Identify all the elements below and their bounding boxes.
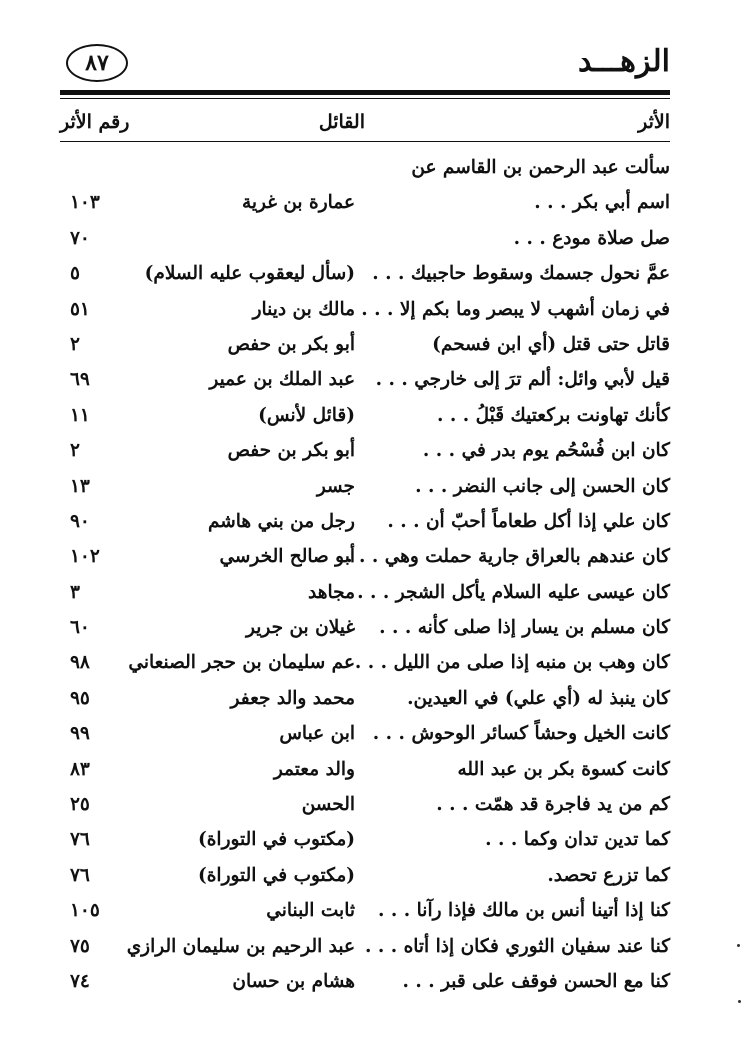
row-athar: كانت الخيل وحشاً كسائر الوحوش . . . xyxy=(372,723,670,745)
row-qaail: (مكتوب في التوراة) xyxy=(197,864,355,886)
row-number: ٢٥ xyxy=(70,794,90,816)
table-row xyxy=(60,185,670,220)
column-header-rule xyxy=(60,141,670,142)
page-header xyxy=(60,40,670,88)
table-row xyxy=(60,539,670,574)
index-page xyxy=(60,40,670,999)
table-row xyxy=(60,292,670,327)
row-number: ٢ xyxy=(70,333,80,355)
row-qaail: أبو بكر بن حفص xyxy=(227,440,355,462)
table-row xyxy=(60,362,670,397)
row-qaail: والد معتمر xyxy=(273,758,355,780)
header-rule-thin xyxy=(60,98,670,99)
book-title: الزهـــد xyxy=(578,44,670,79)
row-qaail: (مكتوب في التوراة) xyxy=(197,829,355,851)
row-number: ٧٠ xyxy=(70,227,90,249)
column-header-number: رقم الأثر xyxy=(60,111,130,133)
page-number: ٨٧ xyxy=(66,44,128,82)
row-qaail: (قائل لأنس) xyxy=(258,404,355,426)
row-qaail: جسر xyxy=(316,475,355,497)
row-athar: كان عندهم بالعراق جارية حملت وهي . . . xyxy=(346,546,670,568)
table-row xyxy=(60,645,670,680)
row-number: ٦٩ xyxy=(70,369,90,391)
column-header-qaail: القائل xyxy=(318,111,365,133)
row-number: ٩٩ xyxy=(70,723,90,745)
row-number: ٧٤ xyxy=(70,970,90,992)
row-number: ٧٥ xyxy=(70,935,90,957)
row-qaail: الحسن xyxy=(301,794,355,816)
row-athar: كان مسلم بن يسار إذا صلى كأنه . . . xyxy=(379,617,670,639)
row-number: ١٠٣ xyxy=(70,192,100,214)
row-athar: كان عيسى عليه السلام يأكل الشجر . . . xyxy=(357,581,670,603)
row-athar: كما تدين تدان وكما . . . xyxy=(485,829,670,851)
row-number: ١٠٥ xyxy=(70,900,100,922)
row-athar: قاتل حتى قتل (أي ابن فسحم) xyxy=(432,333,670,355)
row-athar: كم من يد فاجرة قد همّت . . . xyxy=(436,794,670,816)
row-qaail: عمارة بن غرية xyxy=(241,192,355,214)
margin-dot xyxy=(738,1000,741,1003)
row-athar: كنا إذا أتينا أنس بن مالك فإذا رآنا . . . xyxy=(378,900,670,922)
row-qaail: عبد الرحيم بن سليمان الرازي xyxy=(126,935,355,957)
row-number: ٦٠ xyxy=(70,617,90,639)
table-row xyxy=(60,256,670,291)
table-row xyxy=(60,893,670,928)
row-qaail: عم سليمان بن حجر الصنعاني xyxy=(128,652,355,674)
row-athar: كان وهب بن منبه إذا صلى من الليل . . . xyxy=(354,652,670,674)
row-qaail: غيلان بن جرير xyxy=(246,617,355,639)
table-row xyxy=(60,716,670,751)
row-qaail: هشام بن حسان xyxy=(232,970,355,992)
table-row xyxy=(60,469,670,504)
row-athar: صل صلاة مودع . . . xyxy=(513,227,670,249)
margin-dot xyxy=(737,944,740,947)
row-athar: كانت كسوة بكر بن عبد الله xyxy=(457,758,670,780)
column-header-athar: الأثر xyxy=(638,111,670,133)
table-row xyxy=(60,681,670,716)
table-row xyxy=(60,752,670,787)
table-row xyxy=(60,822,670,857)
row-number: ٨٣ xyxy=(70,758,90,780)
row-athar: كان ابن فُسْحُم يوم بدر في . . . xyxy=(422,440,670,462)
row-number: ٧٦ xyxy=(70,829,90,851)
row-qaail: رجل من بني هاشم xyxy=(207,510,355,532)
row-athar: في زمان أشهب لا يبصر وما بكم إلا . . . xyxy=(361,298,670,320)
row-number: ١١ xyxy=(70,404,90,426)
table-row xyxy=(60,964,670,999)
table-row xyxy=(60,327,670,362)
row-qaail: أبو صالح الخرسي xyxy=(219,546,355,568)
table-row xyxy=(60,858,670,893)
row-athar: كأنك تهاونت بركعتيك قَبْلُ . . . xyxy=(437,404,670,426)
row-qaail: مجاهد xyxy=(308,581,355,603)
row-number: ٩٠ xyxy=(70,510,90,532)
row-number: ١٠٢ xyxy=(70,546,100,568)
row-qaail: ثابت البناني xyxy=(266,900,355,922)
row-athar: اسم أبي بكر . . . xyxy=(534,192,670,214)
header-rule-thick xyxy=(60,90,670,95)
row-athar: كان ينبذ له (أي علي) في العيدين. xyxy=(407,687,670,709)
table-row xyxy=(60,575,670,610)
row-athar: كان علي إذا أكل طعاماً أحبّ أن . . . xyxy=(387,510,670,532)
column-headers xyxy=(60,105,670,139)
table-row xyxy=(60,929,670,964)
row-qaail: محمد والد جعفر xyxy=(230,687,355,709)
row-qaail: أبو بكر بن حفص xyxy=(227,333,355,355)
row-number: ٣ xyxy=(70,581,80,603)
row-qaail: مالك بن دينار xyxy=(252,298,355,320)
row-athar: كما تزرع تحصد. xyxy=(547,864,670,886)
row-number: ٩٨ xyxy=(70,652,90,674)
row-number: ٥ xyxy=(70,263,80,285)
table-row xyxy=(60,398,670,433)
row-number: ١٣ xyxy=(70,475,90,497)
row-number: ٩٥ xyxy=(70,687,90,709)
row-athar: قيل لأبي وائل: ألم ترَ إلى خارجي . . . xyxy=(375,369,670,391)
row-qaail: (سأل ليعقوب عليه السلام) xyxy=(144,263,355,285)
table-row xyxy=(60,787,670,822)
row-athar: كان الحسن إلى جانب النضر . . . xyxy=(415,475,670,497)
index-table xyxy=(60,150,670,999)
table-row xyxy=(60,221,670,256)
table-row xyxy=(60,433,670,468)
table-row xyxy=(60,610,670,645)
table-row xyxy=(60,504,670,539)
row-qaail: عبد الملك بن عمير xyxy=(209,369,355,391)
row-number: ٧٦ xyxy=(70,864,90,886)
table-row xyxy=(60,150,670,185)
row-number: ٢ xyxy=(70,440,80,462)
row-athar: عمَّ نحول جسمك وسقوط حاجبيك . . . xyxy=(372,263,670,285)
row-athar: سألت عبد الرحمن بن القاسم عن xyxy=(411,157,670,178)
row-qaail: ابن عباس xyxy=(279,723,355,745)
row-athar: كنا عند سفيان الثوري فكان إذا أتاه . . . xyxy=(364,935,670,957)
row-athar: كنا مع الحسن فوقف على قبر . . . xyxy=(402,970,670,992)
row-number: ٥١ xyxy=(70,298,90,320)
